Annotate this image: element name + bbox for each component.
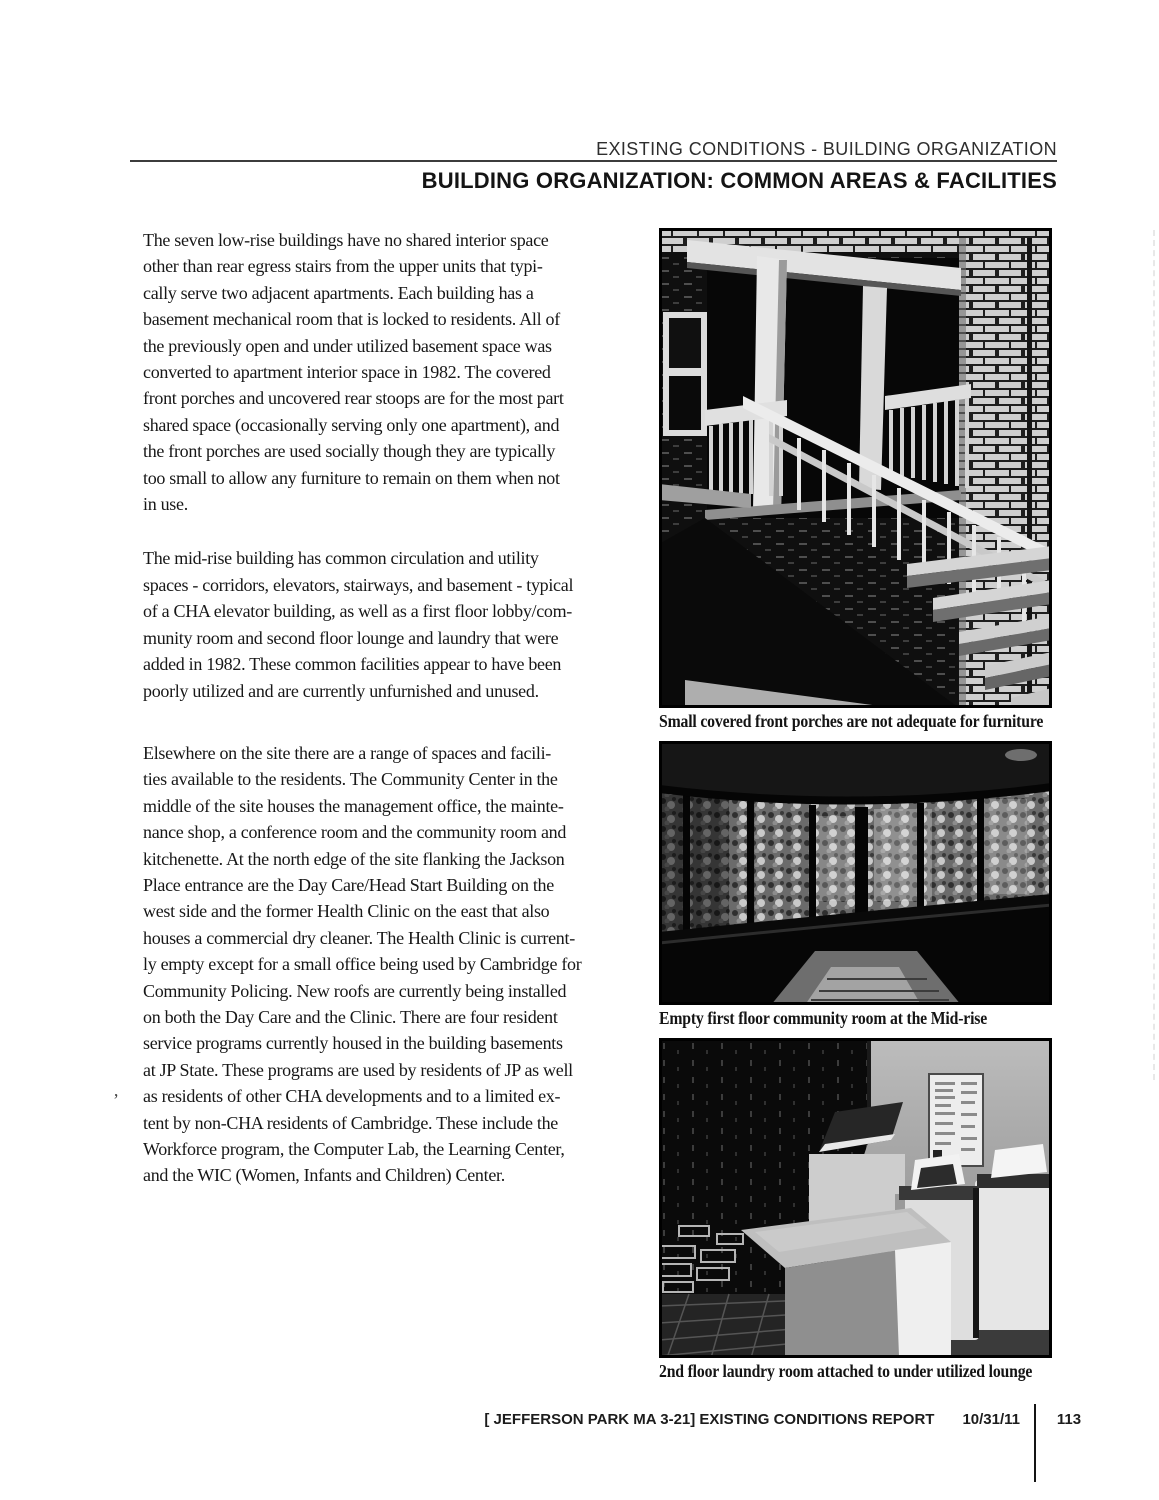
text-line: Place entrance are the Day Care/Head Start Building on the <box>143 874 554 895</box>
text-line: spaces - corridors, elevators, stairways, and basement - typical <box>143 574 574 595</box>
text-line: and the WIC (Women, Infants and Children) Center. <box>143 1165 505 1186</box>
text-line: munity room and second floor lounge and laundry that were <box>143 627 559 648</box>
footer-page-number: 113 <box>1056 1411 1082 1428</box>
text-line: other than rear egress stairs from the upper units that typi- <box>143 256 543 277</box>
footer <box>484 1411 1020 1428</box>
header-eyebrow: EXISTING CONDITIONS - BUILDING ORGANIZATION <box>596 139 1057 159</box>
text-line: ly empty except for a small office being used by Cambridge for <box>143 954 582 975</box>
text-line: cally serve two adjacent apartments. Each building has a <box>143 282 534 303</box>
figure-caption-porch: Small covered front porches are not adequate for furniture <box>659 711 1044 731</box>
figure-laundry-room <box>659 1038 1052 1382</box>
text-line: on both the Day Care and the Clinic. There are four resident <box>143 1006 558 1027</box>
text-line: front porches and uncovered rear stoops are for the most part <box>143 388 564 409</box>
text-line: kitchenette. At the north edge of the site flanking the Jackson <box>143 848 565 869</box>
header-rule <box>130 160 1057 162</box>
text-line: shared space (occasionally serving only one apartment), and <box>143 414 560 435</box>
paragraph-site-facilities <box>143 740 659 1189</box>
scan-artifact-edge-dots <box>1153 230 1155 1080</box>
footer-report-title: [ JEFFERSON PARK MA 3-21] EXISTING CONDITIONS REPORT <box>484 1411 935 1428</box>
paragraph-mid-rise-building <box>143 545 659 703</box>
text-line: poorly utilized and are currently unfurnished and unused. <box>143 680 539 701</box>
figure-community-room <box>659 741 1052 1029</box>
text-line: middle of the site houses the management office, the mainte- <box>143 795 564 816</box>
text-line: in use. <box>143 494 188 515</box>
text-line: service programs currently housed in the building basements <box>143 1033 563 1054</box>
text-line: ties available to the residents. The Community Center in the <box>143 769 558 790</box>
text-line: too small to allow any furniture to remain on them when not <box>143 467 560 488</box>
text-line: The mid-rise building has common circulation and utility <box>143 548 539 569</box>
porch-photo <box>659 228 1052 708</box>
figure-caption-community-room: Empty first floor community room at the Mid-rise <box>659 1008 988 1028</box>
text-line: converted to apartment interior space in 1982. The covered <box>143 362 551 383</box>
laundry-room-photo <box>659 1038 1052 1358</box>
scan-artifact-mark: ’ <box>113 1090 119 1110</box>
text-line: added in 1982. These common facilities appear to have been <box>143 654 562 675</box>
footer-date: 10/31/11 <box>962 1411 1020 1428</box>
text-line: The seven low-rise buildings have no shared interior space <box>143 230 549 250</box>
page-title: BUILDING ORGANIZATION: COMMON AREAS & FACILITIES <box>421 168 1057 193</box>
text-line: the previously open and under utilized basement space was <box>143 335 552 356</box>
text-line: nance shop, a conference room and the community room and <box>143 822 567 843</box>
figure-porch <box>659 228 1052 732</box>
body-column <box>143 227 659 1189</box>
text-line: west side and the former Health Clinic on the east that also <box>143 901 550 922</box>
text-line: Community Policing. New roofs are currently being installed <box>143 980 567 1001</box>
paragraph-low-rise-buildings <box>143 227 659 517</box>
text-line: Workforce program, the Computer Lab, the Learning Center, <box>143 1139 565 1159</box>
text-line: houses a commercial dry cleaner. The Health Clinic is current- <box>143 927 575 948</box>
text-line: at JP State. These programs are used by residents of JP as well <box>143 1059 573 1080</box>
text-line: Elsewhere on the site there are a range of spaces and facili- <box>143 742 551 763</box>
text-line: of a CHA elevator building, as well as a first floor lobby/com- <box>143 601 573 622</box>
text-line: tent by non-CHA residents of Cambridge. These include the <box>143 1112 558 1133</box>
figure-caption-laundry-room: 2nd floor laundry room attached to under utilized lounge <box>659 1361 1033 1381</box>
text-line: as residents of other CHA developments and to a limited ex- <box>143 1086 561 1107</box>
community-room-photo <box>659 741 1052 1005</box>
text-line: basement mechanical room that is locked to residents. All of <box>143 309 560 330</box>
footer-divider <box>1034 1404 1036 1482</box>
text-line: the front porches are used socially though they are typically <box>143 441 556 462</box>
